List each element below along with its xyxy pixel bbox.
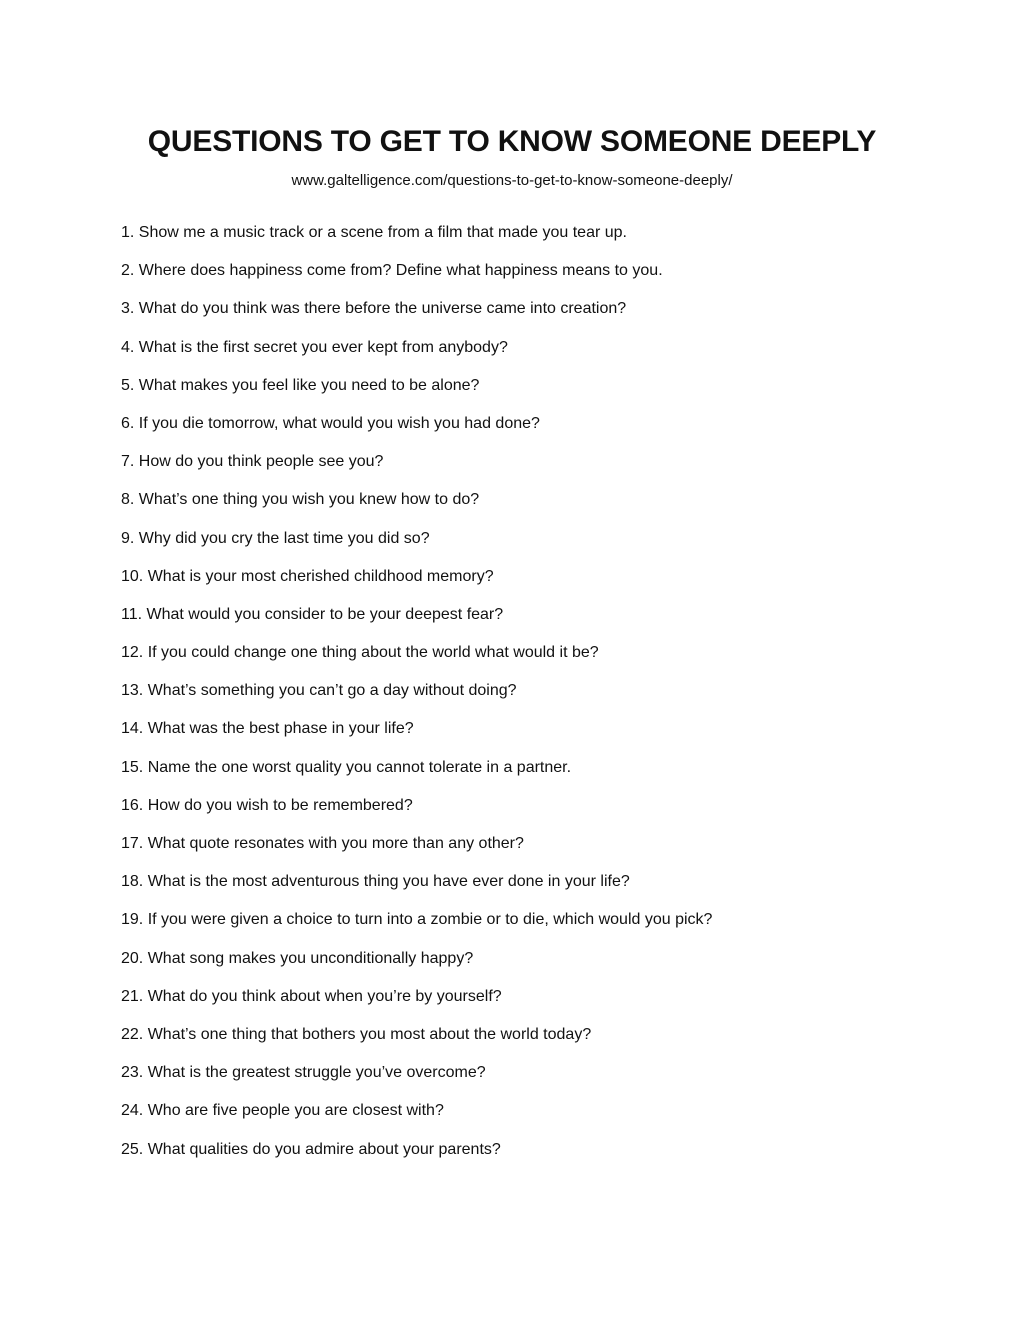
list-item: 21. What do you think about when you’re by yourself?: [121, 987, 502, 1005]
list-item: 12. If you could change one thing about the world what would it be?: [121, 644, 599, 662]
list-item: 17. What quote resonates with you more than any other?: [121, 835, 524, 852]
page-title: QUESTIONS TO GET TO KNOW SOMEONE DEEPLY: [147, 125, 877, 158]
source-link[interactable]: www.galtelligence.com/questions-to-get-to-know-someone-deeply/: [291, 172, 733, 189]
list-item: 24. Who are five people you are closest with?: [121, 1102, 444, 1120]
list-item: 13. What’s something you can’t go a day without doing?: [121, 682, 517, 700]
list-item: 7. How do you think people see you?: [121, 453, 384, 471]
list-item: 22. What’s one thing that bothers you most about the world today?: [121, 1025, 592, 1043]
list-item: 23. What is the greatest struggle you’ve overcome?: [121, 1064, 486, 1082]
list-item: 15. Name the one worst quality you cannot tolerate in a partner.: [121, 758, 572, 776]
list-item: 9. Why did you cry the last time you did so?: [121, 529, 430, 547]
list-item: 18. What is the most adventurous thing you have ever done in your life?: [121, 873, 630, 891]
list-item: 10. What is your most cherished childhood memory?: [121, 567, 494, 585]
list-item: 8. What’s one thing you wish you knew how to do?: [121, 491, 480, 509]
list-item: 1. Show me a music track or a scene from a film that made you tear up.: [121, 224, 627, 241]
list-item: 14. What was the best phase in your life?: [121, 720, 414, 738]
list-item: 16. How do you wish to be remembered?: [121, 796, 413, 814]
list-item: 19. If you were given a choice to turn into a zombie or to die, which would you pick?: [121, 911, 713, 929]
list-item: 4. What is the first secret you ever kept from anybody?: [121, 338, 508, 356]
list-item: 25. What qualities do you admire about your parents?: [121, 1140, 501, 1158]
list-item: 11. What would you consider to be your deepest fear?: [121, 605, 504, 623]
list-item: 3. What do you think was there before the universe came into creation?: [121, 300, 627, 318]
question-list: [121, 221, 921, 1176]
list-item: 20. What song makes you unconditionally happy?: [121, 949, 474, 967]
list-item: 5. What makes you feel like you need to be alone?: [121, 376, 480, 394]
list-item: 2. Where does happiness come from? Define what happiness means to you.: [121, 262, 663, 280]
list-item: 6. If you die tomorrow, what would you wish you had done?: [121, 414, 540, 432]
